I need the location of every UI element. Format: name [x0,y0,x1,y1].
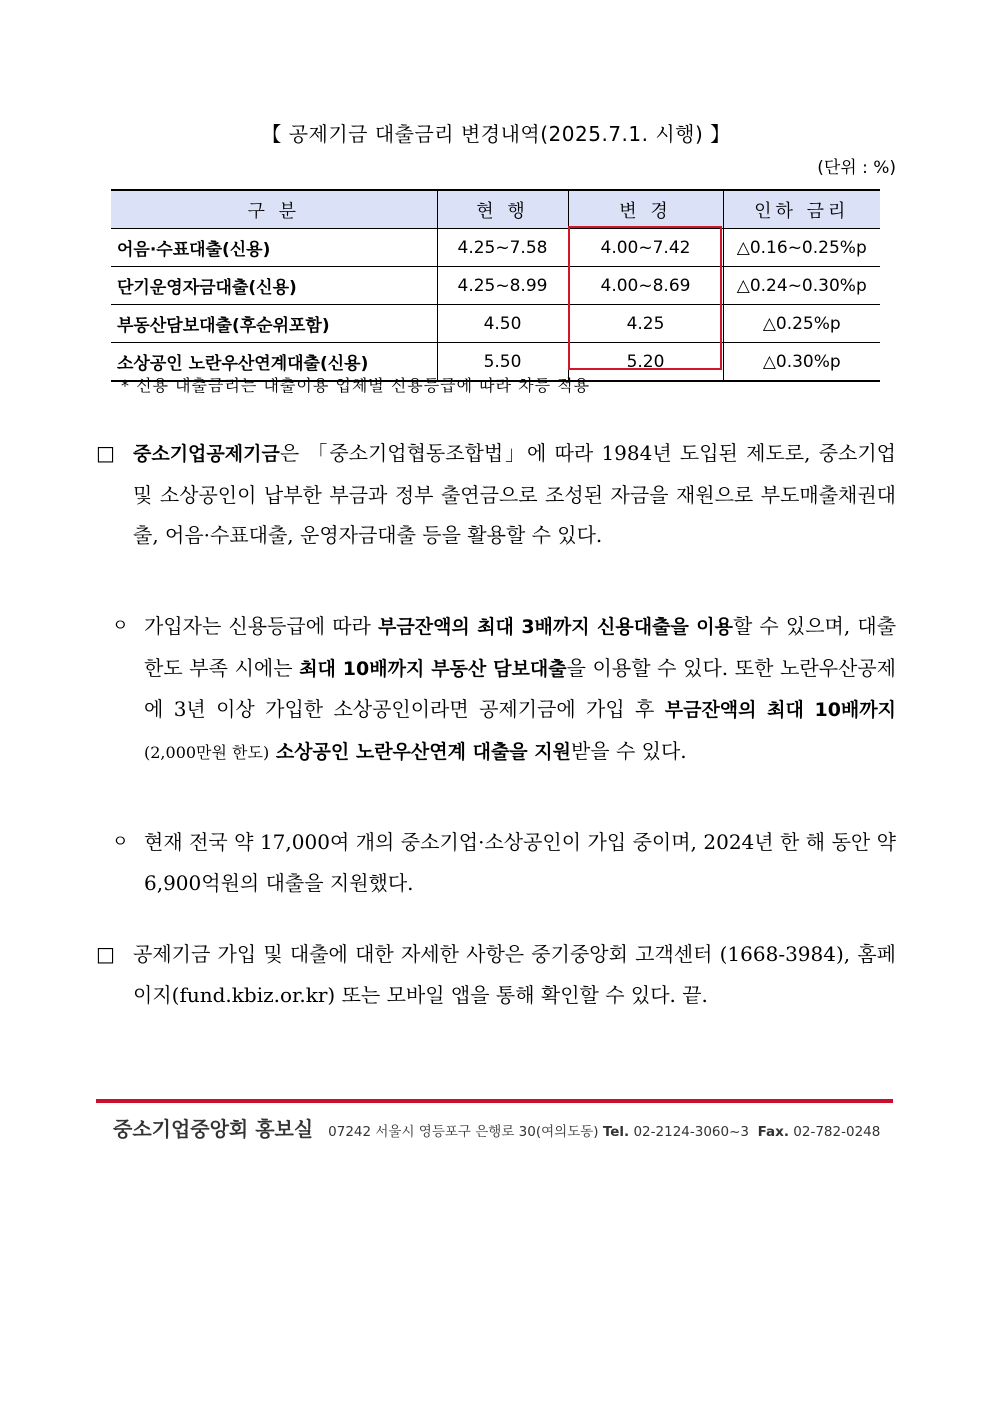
bold-text: 부금잔액의 최대 3배까지 신용대출을 이용 [378,616,733,638]
fax-label: Fax. [757,1124,789,1140]
row-current: 4.50 [437,305,568,343]
footer-address: 07242 서울시 영등포구 은행로 30(여의도동) [328,1124,599,1140]
row-current: 5.50 [437,343,568,382]
row-category: 단기운영자금대출(신용) [111,267,437,305]
body-text: 받을 수 있다. [570,738,687,763]
header-current: 현 행 [437,190,568,229]
body-text: 가입자는 신용등급에 따라 [144,614,379,638]
paragraph-overview [96,433,896,556]
footer-fax: 02-782-0248 [793,1124,881,1140]
bold-text: 최대 10배까지 부동산 담보대출 [299,657,567,680]
row-current: 4.25~7.58 [437,229,568,267]
body-text: 할 수 있으며, 대출한도 부족 시에는 [144,614,897,680]
body-text: 공제기금 가입 및 대출에 대한 자세한 사항은 중기중앙회 고객센터 (1668-3984), 홈페이지(fund.kbiz.or.kr) 또는 모바일 앱을 통해 확인할 수 있다. 끝. [133,942,896,1007]
row-reduction: △0.24~0.30%p [723,267,880,305]
circle-bullet-icon: ㅇ [112,832,129,852]
table-row [111,267,880,305]
footer [113,1113,880,1142]
row-category: 어음·수표대출(신용) [111,229,437,267]
row-reduction: △0.25%p [723,305,880,343]
bold-text: 부금잔액의 최대 10배까지 [664,699,896,721]
rate-table [111,189,880,382]
row-changed: 4.25 [568,305,723,343]
tel-label: Tel. [602,1124,630,1140]
footer-tel: 02-2124-3060~3 [633,1124,750,1140]
paragraph-loan-limits [96,606,896,773]
limit-note: (2,000만원 한도) [144,742,270,762]
square-bullet-icon: □ [96,942,115,966]
bold-text: 중소기업공제기금 [133,443,280,465]
header-category: 구 분 [111,190,437,229]
table-footnote: * 신용 대출금리는 대출이용 업체별 신용등급에 따라 차등 적용 [121,376,591,395]
paragraph-statistics [96,822,896,903]
row-reduction: △0.16~0.25%p [723,229,880,267]
table-row [111,229,880,267]
footer-divider [96,1099,893,1103]
bold-text: 소상공인 노란우산연계 대출을 지원 [269,740,571,763]
body-text: 현재 전국 약 17,000여 개의 중소기업·소상공인이 가입 중이며, 2024년 한 해 동안 약 6,900억원의 대출을 지원했다. [144,830,896,895]
row-changed: 4.00~8.69 [568,267,723,305]
header-changed: 변 경 [568,190,723,229]
row-category: 소상공인 노란우산연계대출(신용) [111,343,437,382]
paragraph-contact [96,934,896,1015]
row-category: 부동산담보대출(후순위포함) [111,305,437,343]
square-bullet-icon: □ [96,441,115,465]
footer-org: 중소기업중앙회 홍보실 [113,1117,314,1141]
body-text: 을 이용할 수 있다. 또한 노란우산공제에 3년 이상 가입한 소상공인이라면 공제기금에 가입 후 [144,655,896,721]
row-current: 4.25~8.99 [437,267,568,305]
table-row [111,305,880,343]
body-text: 은 「중소기업협동조합법」에 따라 1984년 도입된 제도로, 중소기업 및 소상공인이 납부한 부금과 정부 출연금으로 조성된 자금을 재원으로 부도매출채권대출, 어음·수표대출, 운영자금대출 등을 활용할 수 있다. [133,441,896,547]
circle-bullet-icon: ㅇ [112,616,129,636]
row-changed: 4.00~7.42 [568,229,723,267]
row-reduction: △0.30%p [723,343,880,382]
document-title: 【 공제기금 대출금리 변경내역(2025.7.1. 시행) 】 [261,122,731,146]
unit-label: (단위 : %) [817,158,896,178]
row-changed: 5.20 [568,343,723,382]
header-reduction: 인하 금리 [723,190,880,229]
table-header-row [111,190,880,229]
